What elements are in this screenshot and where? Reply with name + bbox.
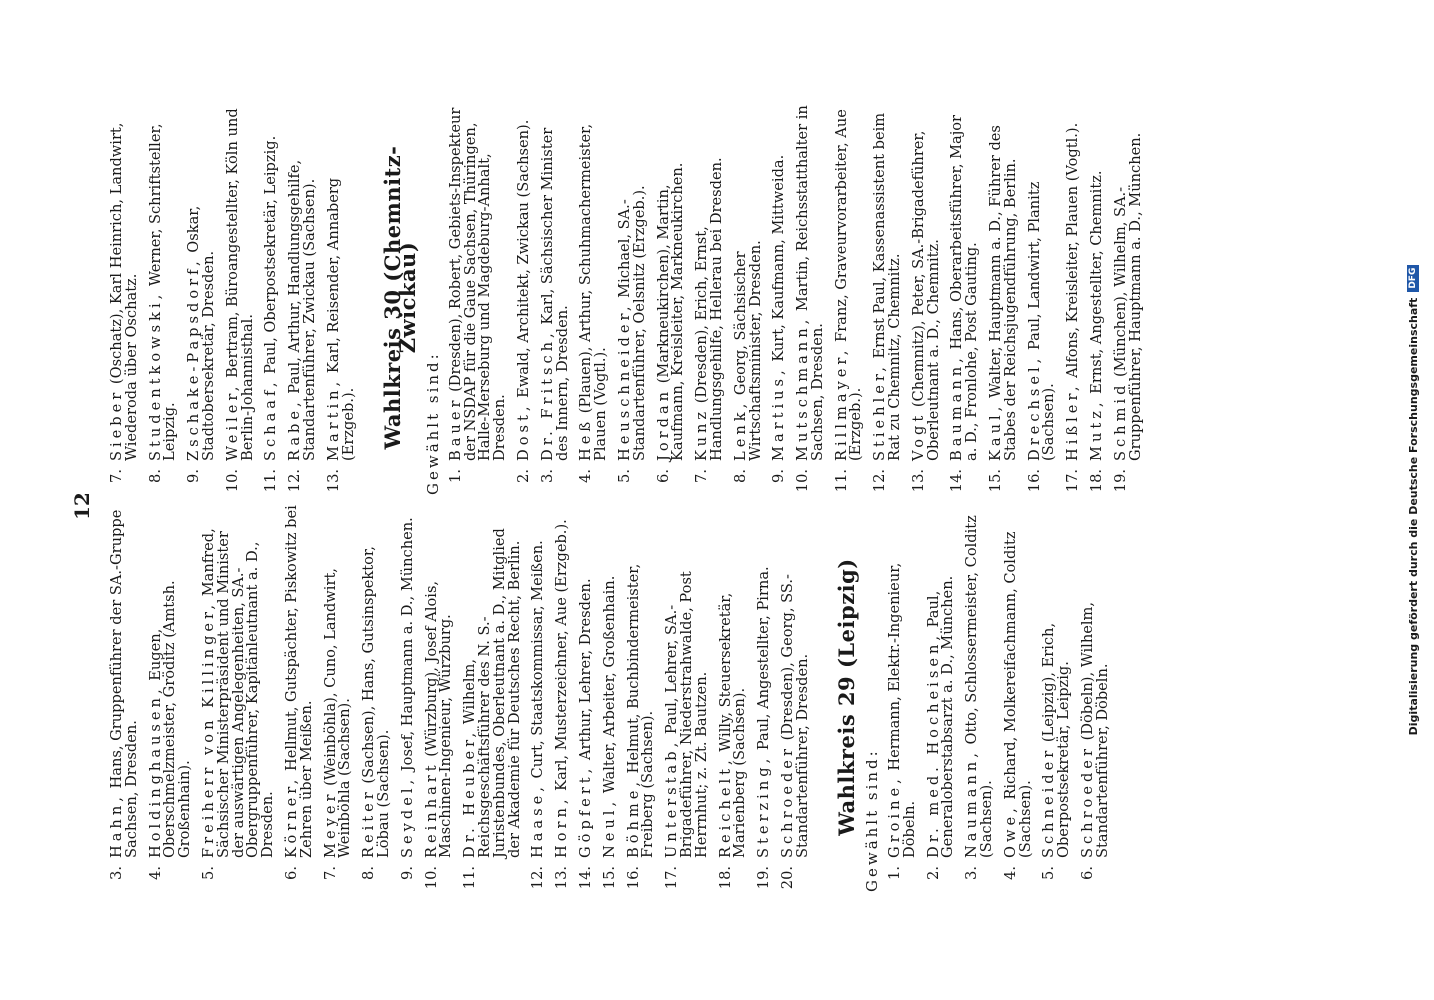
entry-number: 7. bbox=[693, 469, 711, 483]
list-item bbox=[1066, 100, 1081, 495]
wahlkreis30-title: Wahlkreis 30 (Chemnitz-Zwickau) bbox=[380, 145, 421, 450]
entry-name: Reinhart bbox=[422, 761, 440, 858]
entry-text bbox=[716, 502, 749, 858]
entry-name: Jordan bbox=[654, 387, 672, 461]
entry-text bbox=[110, 100, 140, 461]
entry-details: (Weinböhla), Cuno, Landwirt, Weinböhla (Sachsen). bbox=[321, 568, 354, 858]
entry-details: (Dresden), Georg, SS.-Standartenführer, Dresden. bbox=[778, 574, 811, 858]
entry-number: 11. bbox=[832, 469, 850, 493]
left-column bbox=[110, 502, 1120, 892]
list-item bbox=[199, 502, 277, 892]
entry-details: Paul, Generaloberstabsarzt a. D., München. bbox=[924, 575, 957, 858]
entry-text bbox=[288, 100, 318, 461]
entry-text bbox=[665, 502, 709, 858]
list-item bbox=[422, 502, 455, 892]
entry-number: 8. bbox=[146, 469, 164, 483]
entry-name: Stiehler, bbox=[871, 363, 889, 461]
entry-details: Paul, Landwirt, Planitz (Sachsen). bbox=[1025, 181, 1058, 461]
entry-number: 16. bbox=[1025, 469, 1043, 493]
entry-name: Göpfert, bbox=[576, 764, 594, 858]
entry-text bbox=[1001, 502, 1034, 858]
list-item bbox=[950, 100, 980, 495]
entry-text bbox=[796, 100, 826, 461]
entry-number: 4. bbox=[1001, 866, 1019, 880]
entry-text bbox=[757, 502, 772, 858]
entry-name: Meyer bbox=[321, 790, 339, 858]
list-item bbox=[778, 502, 811, 892]
entry-name: Unterstab, bbox=[663, 738, 681, 858]
entry-details: Franz, Graveurvorarbeiter, Aue (Erzgeb.). bbox=[832, 109, 865, 461]
entry-details: Hermann, Elektr.-Ingenieur, Döbeln. bbox=[886, 562, 918, 858]
list-item bbox=[888, 502, 918, 892]
entry-details: (München), Wilhelm, SA.-Gruppenführer, Hauptmann a. D., München. bbox=[1111, 132, 1144, 461]
list-item bbox=[288, 100, 318, 495]
list-item bbox=[665, 502, 709, 892]
entry-details: Georg, Sächsischer Wirtschaftsminister, Dresden. bbox=[731, 240, 764, 461]
entry-details: Paul, Angestellter, Pirna. bbox=[755, 566, 773, 751]
entry-text bbox=[362, 502, 392, 858]
entry-name: Hahn, bbox=[108, 793, 125, 858]
entry-details: Ewald, Architekt, Zwickau (Sachsen). bbox=[514, 119, 532, 398]
entry-text bbox=[463, 502, 522, 858]
entry-number: 5. bbox=[615, 469, 633, 483]
entry-text bbox=[778, 502, 811, 858]
entry-name: Reiter bbox=[360, 788, 378, 858]
entry-name: Heuschneider, bbox=[615, 302, 633, 461]
entry-text bbox=[1081, 502, 1111, 858]
entry-name: Freiherr von Killinger, bbox=[199, 600, 217, 858]
entry-number: 12. bbox=[286, 469, 304, 493]
entry-number: 4. bbox=[577, 469, 595, 483]
entry-text bbox=[324, 100, 357, 461]
entry-text bbox=[146, 100, 179, 461]
entry-name: Mutz, bbox=[1088, 398, 1106, 461]
entry-text bbox=[624, 502, 657, 858]
entry-details: Oskar, Stadtobersekretär, Dresden. bbox=[185, 205, 217, 461]
entry-name: Martius, bbox=[770, 366, 788, 461]
list-item bbox=[832, 100, 865, 495]
entry-number: 8. bbox=[360, 866, 378, 880]
list-item bbox=[531, 502, 546, 892]
entry-text bbox=[1042, 502, 1072, 858]
wahlkreis29-gewaehlt: Gewählt sind: bbox=[863, 748, 882, 892]
entry-details: Alfons, Kreisleiter, Plauen (Vogtl.). bbox=[1064, 122, 1082, 378]
entry-details: Walter, Hauptmann a. D., Führer des Stabes der Reichsjugendführung, Berlin. bbox=[987, 125, 1019, 461]
entry-details: Werner, Schriftsteller, Leipzig. bbox=[146, 123, 179, 461]
entry-number: 15. bbox=[600, 866, 618, 890]
list-item bbox=[873, 100, 903, 495]
entry-name: Dost, bbox=[514, 402, 532, 461]
list-item bbox=[463, 502, 522, 892]
entry-number: 18. bbox=[716, 866, 734, 890]
entry-text bbox=[832, 100, 865, 461]
entry-text bbox=[950, 100, 980, 461]
entry-details: Curt, Staatskommissar, Meißen. bbox=[529, 540, 547, 779]
entry-name: Hißler, bbox=[1064, 382, 1082, 461]
list-item bbox=[538, 100, 571, 495]
entry-details: Karl, Musterzeichner, Aue (Erzgeb.). bbox=[553, 519, 571, 791]
list-item bbox=[796, 100, 826, 495]
entry-number: 10. bbox=[794, 469, 812, 493]
entry-text bbox=[909, 100, 942, 461]
candidate-list-right-top bbox=[110, 100, 356, 495]
entry-name: Schmid bbox=[1111, 381, 1129, 461]
list-item bbox=[965, 502, 995, 892]
entry-text bbox=[321, 502, 354, 858]
entry-number: 9. bbox=[398, 866, 416, 880]
list-item bbox=[731, 100, 764, 495]
entry-number: 13. bbox=[324, 469, 342, 493]
entry-details: (Döbeln), Wilhelm, Standartenführer, Döbeln. bbox=[1079, 601, 1111, 858]
entry-text bbox=[538, 100, 571, 461]
entry-name: Haase, bbox=[529, 783, 547, 858]
list-item bbox=[772, 100, 787, 495]
entry-name: Horn, bbox=[553, 795, 571, 858]
entry-text bbox=[110, 502, 140, 858]
entry-text bbox=[398, 502, 416, 858]
list-item bbox=[1025, 100, 1058, 495]
entry-number: 16. bbox=[624, 866, 642, 890]
entry-text bbox=[695, 100, 725, 461]
list-item bbox=[924, 502, 957, 892]
entry-number: 11. bbox=[461, 866, 479, 890]
wahlkreis29-title: Wahlkreis 29 (Leipzig) bbox=[834, 558, 860, 836]
entry-text bbox=[531, 502, 546, 858]
list-item bbox=[514, 100, 532, 495]
entry-text bbox=[282, 502, 315, 858]
list-item bbox=[1001, 502, 1034, 892]
entry-number: 7. bbox=[108, 469, 125, 483]
entry-details: Martin, Reichsstatthalter in Sachsen, Dresden. bbox=[794, 105, 826, 461]
entry-details: (Dresden), Robert, Gebiets-Inspekteur der NSDAP für die Gaue Sachsen, Thüringen, Halle-Merseburg und Magdeburg-Anhalt, Dresden. bbox=[446, 107, 509, 461]
entry-name: Zschake-Papsdorf, bbox=[185, 257, 203, 461]
list-item bbox=[324, 100, 357, 495]
entry-name: Neul, bbox=[600, 797, 618, 858]
entry-name: Bauer bbox=[446, 396, 464, 461]
entry-number: 8. bbox=[731, 469, 749, 483]
entry-text bbox=[1025, 100, 1058, 461]
entry-name: Drechsel, bbox=[1025, 354, 1043, 461]
list-item bbox=[757, 502, 772, 892]
wahlkreis29-list bbox=[888, 502, 1111, 892]
list-item bbox=[187, 100, 217, 495]
entry-text bbox=[654, 100, 687, 461]
list-item bbox=[600, 502, 618, 892]
entry-name: Schaaf, bbox=[262, 378, 280, 461]
entry-number: 17. bbox=[1064, 469, 1082, 493]
entry-text bbox=[1066, 100, 1081, 461]
entry-name: Holdinghausen, bbox=[146, 685, 164, 858]
entry-number: 2. bbox=[924, 866, 942, 880]
entry-name: Dr. Fritsch, bbox=[538, 329, 556, 461]
entry-details: (Plauen), Arthur, Schuhmachermeister, Plauen (Vogtl.). bbox=[577, 123, 610, 461]
list-item bbox=[716, 502, 749, 892]
entry-name: Körner, bbox=[282, 775, 300, 858]
list-item bbox=[1111, 100, 1144, 495]
entry-number: 3. bbox=[538, 469, 556, 483]
list-item bbox=[110, 100, 140, 495]
list-item bbox=[909, 100, 942, 495]
list-item bbox=[146, 100, 179, 495]
entry-name: Rabe, bbox=[286, 398, 304, 461]
entry-name: Reichelt, bbox=[716, 756, 734, 858]
entry-details: Michael, SA.-Standartenführer, Oelsnitz (Erzgeb.). bbox=[615, 185, 648, 461]
entry-number: 12. bbox=[529, 866, 547, 890]
entry-text bbox=[600, 502, 618, 858]
entry-name: Dr. Heuber, bbox=[461, 728, 479, 858]
entry-details: (Sachsen), Hans, Gutsinspektor, Löbau (Sachsen). bbox=[360, 546, 392, 858]
entry-number: 10. bbox=[422, 866, 440, 890]
entry-details: (Chemnitz), Peter, SA.-Brigadeführer, Oberleutnant a. D., Chemnitz. bbox=[909, 130, 942, 461]
entry-details: Richard, Molkereifachmann, Colditz (Sachsen). bbox=[1001, 531, 1034, 858]
entry-number: 15. bbox=[987, 469, 1005, 493]
list-item bbox=[576, 502, 594, 892]
entry-name: Vogt bbox=[909, 411, 927, 461]
list-item bbox=[654, 100, 687, 495]
entry-text bbox=[1111, 100, 1144, 461]
page-number: 12 bbox=[70, 492, 94, 520]
entry-number: 6. bbox=[1079, 866, 1097, 880]
list-item bbox=[695, 100, 725, 495]
list-item bbox=[264, 100, 279, 495]
entry-number: 18. bbox=[1088, 469, 1106, 493]
entry-number: 13. bbox=[553, 866, 571, 890]
right-column bbox=[110, 100, 1152, 495]
entry-number: 10. bbox=[223, 469, 241, 493]
entry-name: Mutschmann, bbox=[794, 315, 812, 461]
entry-number: 14. bbox=[576, 866, 594, 890]
list-item bbox=[321, 502, 354, 892]
entry-number: 14. bbox=[948, 469, 966, 493]
entry-number: 5. bbox=[199, 866, 217, 880]
entry-name: Rillmayer, bbox=[832, 346, 850, 461]
entry-text bbox=[199, 502, 277, 858]
entry-name: Studentkowski, bbox=[146, 290, 164, 461]
list-item bbox=[579, 100, 609, 495]
entry-name: Kaul, bbox=[987, 402, 1005, 461]
entry-number: 20. bbox=[778, 866, 796, 890]
entry-details: (Markneukirchen), Martin, Kaufmann, Kreisleiter, Markneukirchen. bbox=[654, 162, 687, 461]
entry-name: Sterzing, bbox=[755, 754, 773, 858]
entry-details: (Dresden), Erich, Ernst, Handlungsgehilfe, Hellerau bei Dresden. bbox=[693, 157, 725, 461]
list-item bbox=[615, 100, 648, 495]
entry-text bbox=[873, 100, 903, 461]
list-item bbox=[446, 100, 509, 495]
entry-number: 4. bbox=[146, 866, 164, 880]
footer bbox=[1395, 0, 1431, 1000]
entry-details: Josef, Hauptmann a. D., München. bbox=[398, 517, 416, 772]
entry-details: Helmut, Buchbindermeister, Freiberg (Sachsen). bbox=[624, 563, 657, 858]
entry-text bbox=[615, 100, 648, 461]
entry-text bbox=[422, 502, 455, 858]
entry-number: 19. bbox=[1111, 469, 1129, 493]
entry-text bbox=[579, 100, 609, 461]
entry-text bbox=[924, 502, 957, 858]
entry-details: Ernst Paul, Kassenassistent beim Rat zu Chemnitz, Chemnitz. bbox=[871, 112, 904, 461]
list-item bbox=[555, 502, 570, 892]
entry-number: 1. bbox=[446, 469, 464, 483]
wahlkreis30-gewaehlt: Gewählt sind: bbox=[423, 351, 442, 495]
entry-details: Walter, Arbeiter, Großenhain. bbox=[600, 575, 618, 794]
list-item bbox=[1081, 502, 1111, 892]
entry-text bbox=[555, 502, 570, 858]
entry-text bbox=[223, 100, 256, 461]
entry-name: Naumann, bbox=[963, 749, 981, 858]
entry-number: 3. bbox=[963, 866, 981, 880]
entry-number: 2. bbox=[514, 469, 532, 483]
entry-details: Hans, Gruppenführer der SA.-Gruppe Sachsen, Dresden. bbox=[108, 509, 140, 858]
entry-text bbox=[187, 100, 217, 461]
entry-details: (Oschatz), Karl Heinrich, Landwirt, Wiederoda über Oschatz. bbox=[108, 122, 140, 461]
entry-name: Sieber bbox=[108, 388, 125, 461]
entry-number: 9. bbox=[770, 469, 788, 483]
entry-name: Schneider bbox=[1040, 746, 1058, 858]
entry-name: Seydel, bbox=[398, 775, 416, 858]
entry-number: 12. bbox=[871, 469, 889, 493]
dfg-logo: DFG bbox=[1407, 265, 1419, 292]
entry-text bbox=[989, 100, 1019, 461]
entry-name: Heß bbox=[577, 417, 595, 461]
entry-details: Ernst, Angestellter, Chemnitz. bbox=[1088, 170, 1106, 394]
entry-details: Eugen, Oberschmelzmeister, Gröditz (Amtsh. Großenhain). bbox=[146, 580, 194, 858]
entry-number: 5. bbox=[1040, 866, 1058, 880]
entry-details: Kurt, Kaufmann, Mittweida. bbox=[770, 154, 788, 362]
entry-number: 6. bbox=[654, 469, 672, 483]
entry-name: Schroeder bbox=[778, 745, 796, 858]
entry-number: 13. bbox=[909, 469, 927, 493]
entry-name: Weiler, bbox=[223, 382, 241, 461]
entry-name: Groine, bbox=[886, 775, 904, 858]
entry-number: 1. bbox=[886, 866, 904, 880]
entry-details: Bertram, Büroangestellter, Köln und Berlin-Johannisthal. bbox=[223, 108, 256, 461]
entry-text bbox=[1090, 100, 1105, 461]
footer-text: Digitalisierung gefördert durch die Deutsche Forschungsgemeinschaft bbox=[1406, 297, 1420, 736]
list-item bbox=[282, 502, 315, 892]
entry-name: Schroeder bbox=[1079, 745, 1097, 858]
entry-details: Paul, Lehrer, SA.-Brigadeführer, Niederstrahwalde, Post Herrnhut; z. Zt. Bautzen. bbox=[663, 571, 710, 858]
entry-text bbox=[264, 100, 279, 461]
entry-number: 9. bbox=[185, 469, 203, 483]
entry-details: Karl, Sächsischer Minister des Innern, Dresden. bbox=[538, 127, 571, 461]
entry-number: 7. bbox=[321, 866, 339, 880]
entry-number: 11. bbox=[262, 469, 280, 493]
entry-text bbox=[772, 100, 787, 461]
entry-name: Kunz bbox=[693, 407, 711, 461]
list-item bbox=[110, 502, 140, 892]
list-item bbox=[624, 502, 657, 892]
entry-details: Otto, Schlossermeister, Colditz (Sachsen). bbox=[963, 515, 996, 858]
entry-text bbox=[446, 100, 509, 461]
entry-number: 19. bbox=[755, 866, 773, 890]
candidate-list-left bbox=[110, 502, 810, 892]
entry-name: Lenk, bbox=[731, 399, 749, 461]
list-item bbox=[146, 502, 194, 892]
list-item bbox=[398, 502, 416, 892]
entry-details: Manfred, Sächsischer Ministerpräsident und Minister der auswärtigen Angelegenheiten, SA.-Obergruppenführer, Kapitänleutnant a. D., Dresden. bbox=[199, 528, 277, 858]
entry-details: Paul, Oberpostsekretär, Leipzig. bbox=[262, 135, 280, 374]
list-item bbox=[1042, 502, 1072, 892]
entry-text bbox=[888, 502, 918, 858]
entry-number: 6. bbox=[282, 866, 300, 880]
entry-details: Paul, Arthur, Handlungsgehilfe, Standartenführer, Zwickau (Sachsen). bbox=[286, 159, 318, 461]
entry-name: Baumann, bbox=[948, 354, 966, 461]
entry-name: Dr. med. Hocheisen, bbox=[924, 632, 942, 858]
entry-name: Martin, bbox=[324, 377, 342, 461]
entry-number: 3. bbox=[108, 866, 125, 880]
list-item bbox=[223, 100, 256, 495]
entry-text bbox=[965, 502, 995, 858]
list-item bbox=[989, 100, 1019, 495]
entry-details: Karl, Reisender, Annaberg (Erzgeb.). bbox=[324, 177, 357, 461]
entry-number: 17. bbox=[663, 866, 681, 890]
list-item bbox=[362, 502, 392, 892]
entry-details: Wilhelm, Reichsgeschäftsführer des N. S.-Juristenbundes, Oberleutnant a. D., Mitglied der Akademie für Deutsches Recht, Berlin. bbox=[461, 528, 523, 858]
list-item bbox=[1090, 100, 1105, 495]
entry-text bbox=[731, 100, 764, 461]
entry-details: (Würzburg), Josef Alois, Maschinen-Ingenieur, Würzburg. bbox=[422, 580, 455, 858]
entry-details: Willy, Steuersekretär, Marienberg (Sachsen). bbox=[716, 592, 749, 858]
entry-text bbox=[514, 100, 532, 461]
entry-details: (Leipzig), Erich, Oberpostsekretär, Leipzig. bbox=[1040, 622, 1073, 858]
entry-text bbox=[146, 502, 194, 858]
entry-details: Arthur, Lehrer, Dresden. bbox=[576, 578, 594, 761]
entry-name: Owe, bbox=[1001, 804, 1019, 858]
entry-name: Böhme, bbox=[624, 777, 642, 858]
entry-details: Hellmut, Gutspächter, Piskowitz bei Zehren über Meißen. bbox=[282, 505, 315, 858]
entry-text bbox=[576, 502, 594, 858]
entry-details: Hans, Oberarbeitsführer, Major a. D., Fronlohe, Post Gauting. bbox=[948, 114, 981, 461]
wahlkreis30-list bbox=[446, 100, 1144, 495]
